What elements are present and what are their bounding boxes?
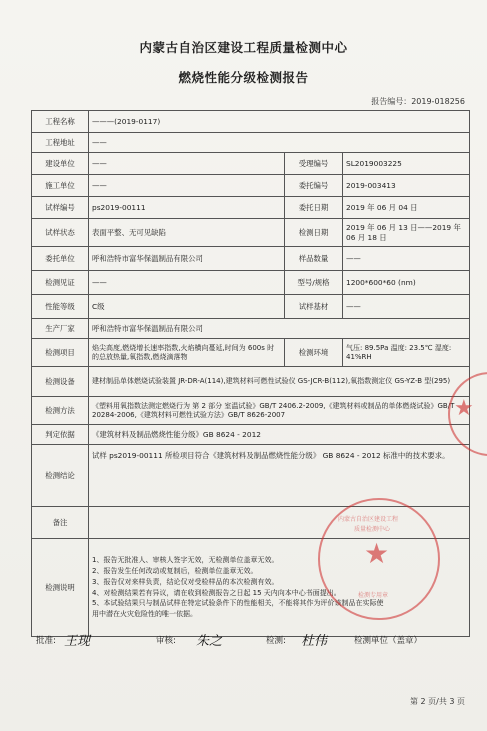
value-project-name: ———(2019-0117) bbox=[89, 111, 470, 133]
organization-title: 内蒙古自治区建设工程质量检测中心 bbox=[139, 40, 348, 55]
table-row bbox=[32, 153, 470, 175]
value-sample-qty: —— bbox=[343, 247, 470, 271]
table-row bbox=[32, 219, 470, 247]
value-sample-no: ps2019-00111 bbox=[89, 197, 285, 219]
table-row bbox=[32, 175, 470, 197]
note-item: 用中潜在火灾危险性的唯一依据。 bbox=[92, 610, 197, 619]
table-row bbox=[32, 367, 470, 397]
note-item: 2、报告发生任何改动或复制后，检测单位盖章无效。 bbox=[92, 566, 258, 575]
edge-seal-stamp: ★ bbox=[448, 372, 487, 456]
label-conclusion: 检测结论 bbox=[32, 445, 89, 507]
table-row bbox=[32, 111, 470, 133]
review-signature: 朱之 bbox=[196, 634, 223, 649]
value-client: 呼和浩特市富华保温制品有限公司 bbox=[89, 247, 285, 271]
report-title: 燃烧性能分级检测报告 bbox=[178, 70, 309, 85]
table-row bbox=[32, 271, 470, 295]
unit-stamp-label: 检测单位（盖章） bbox=[354, 636, 423, 646]
label-commission-no: 委托编号 bbox=[285, 175, 343, 197]
label-accept-no: 受理编号 bbox=[285, 153, 343, 175]
test-signature: 杜伟 bbox=[301, 634, 328, 649]
note-item: 4、对检测结果若有异议，请在收到检测报告之日起 15 天内向本中心书面提出。 bbox=[92, 588, 341, 597]
page-number: 第 2 页/共 3 页 bbox=[409, 697, 465, 706]
table-row bbox=[32, 197, 470, 219]
review-label: 审核: bbox=[156, 636, 176, 646]
stamp-text-middle: 质量检测中心 bbox=[354, 526, 391, 533]
value-test-date: 2019 年 06 月 13 日——2019 年 06 月 18 日 bbox=[343, 219, 470, 247]
official-seal-stamp: ★ 内蒙古自治区建设工程 质量检测中心 检测专用章 bbox=[318, 498, 440, 620]
label-project-name: 工程名称 bbox=[32, 111, 89, 133]
approve-label: 批准: bbox=[36, 636, 56, 646]
stamp-text-upper: 内蒙古自治区建设工程 bbox=[338, 516, 399, 523]
label-remark: 备注 bbox=[32, 507, 89, 539]
value-witness: —— bbox=[89, 271, 285, 295]
value-method: 《塑料用氧指数法测定燃烧行为 第 2 部分 室温试验》GB/T 2406.2-2009,《建筑材料或制品的单体燃烧试验》GB/T 20284-2006,《建筑材料可燃性试验方法》GB/T 8626-2007 bbox=[89, 397, 470, 425]
value-basis: 《建筑材料及制品燃烧性能分级》GB 8624 - 2012 bbox=[89, 425, 470, 445]
value-conclusion: 试样 ps2019-00111 所检项目符合《建筑材料及制品燃烧性能分级》 GB 8624 - 2012 标准中的技术要求。 bbox=[89, 445, 470, 507]
label-client: 委托单位 bbox=[32, 247, 89, 271]
label-items: 检测项目 bbox=[32, 339, 89, 367]
value-substrate: —— bbox=[343, 295, 470, 319]
approve-signature: 王现 bbox=[64, 634, 91, 649]
value-builder: —— bbox=[89, 153, 285, 175]
label-model: 型号/规格 bbox=[285, 271, 343, 295]
label-device: 检测设备 bbox=[32, 367, 89, 397]
note-item: 3、报告仅对来样负责，结论仅对受检样品的本次检测有效。 bbox=[92, 577, 279, 586]
note-item: 5、本试验结果只与制品试样在特定试验条件下的性能相关，不能将其作为评价该制品在实际使 bbox=[92, 599, 384, 608]
label-commission-date: 委托日期 bbox=[285, 197, 343, 219]
report-number: 报告编号：2019-018256 bbox=[371, 97, 465, 106]
label-notes: 检测说明 bbox=[32, 539, 89, 637]
value-constructor: —— bbox=[89, 175, 285, 197]
label-grade: 性能等级 bbox=[32, 295, 89, 319]
value-sample-state: 表面平整、无可见缺陷 bbox=[89, 219, 285, 247]
value-env: 气压: 89.5Pa 温度: 23.5℃ 湿度: 41%RH bbox=[343, 339, 470, 367]
label-sample-state: 试样状态 bbox=[32, 219, 89, 247]
table-row bbox=[32, 319, 470, 339]
label-witness: 检测见证 bbox=[32, 271, 89, 295]
value-device: 建材制品单体燃烧试验装置 JR-DR-A(114),建筑材料可燃性试验仪 GS-JCR-B(112),氧指数测定仪 GS-YZ-B 型(295) bbox=[89, 367, 470, 397]
label-test-date: 检测日期 bbox=[285, 219, 343, 247]
value-commission-no: 2019-003413 bbox=[343, 175, 470, 197]
value-accept-no: SL2019003225 bbox=[343, 153, 470, 175]
label-sample-no: 试样编号 bbox=[32, 197, 89, 219]
table-row bbox=[32, 397, 470, 425]
table-row bbox=[32, 295, 470, 319]
label-constructor: 施工单位 bbox=[32, 175, 89, 197]
value-commission-date: 2019 年 06 月 04 日 bbox=[343, 197, 470, 219]
test-label: 检测: bbox=[266, 636, 286, 646]
label-env: 检测环境 bbox=[285, 339, 343, 367]
table-row bbox=[32, 445, 470, 507]
label-project-address: 工程地址 bbox=[32, 133, 89, 153]
label-substrate: 试样基材 bbox=[285, 295, 343, 319]
value-grade: C级 bbox=[89, 295, 285, 319]
table-row bbox=[32, 425, 470, 445]
stamp-text-lower: 检测专用章 bbox=[358, 592, 389, 599]
label-method: 检测方法 bbox=[32, 397, 89, 425]
value-model: 1200*600*60 (nm) bbox=[343, 271, 470, 295]
label-builder: 建设单位 bbox=[32, 153, 89, 175]
label-sample-qty: 样品数量 bbox=[285, 247, 343, 271]
table-row bbox=[32, 339, 470, 367]
note-item: 1、报告无批准人、审核人签字无效，无检测单位盖章无效。 bbox=[92, 555, 279, 564]
label-basis: 判定依据 bbox=[32, 425, 89, 445]
table-row bbox=[32, 247, 470, 271]
value-items: 焰尖高度,燃烧增长速率指数,火焰横向蔓延,时间为 600s 时的总放热量,氧指数,燃烧滴落物 bbox=[89, 339, 285, 367]
value-maker: 呼和浩特市富华保温制品有限公司 bbox=[89, 319, 470, 339]
value-project-address: —— bbox=[89, 133, 470, 153]
label-maker: 生产厂家 bbox=[32, 319, 89, 339]
table-row bbox=[32, 133, 470, 153]
